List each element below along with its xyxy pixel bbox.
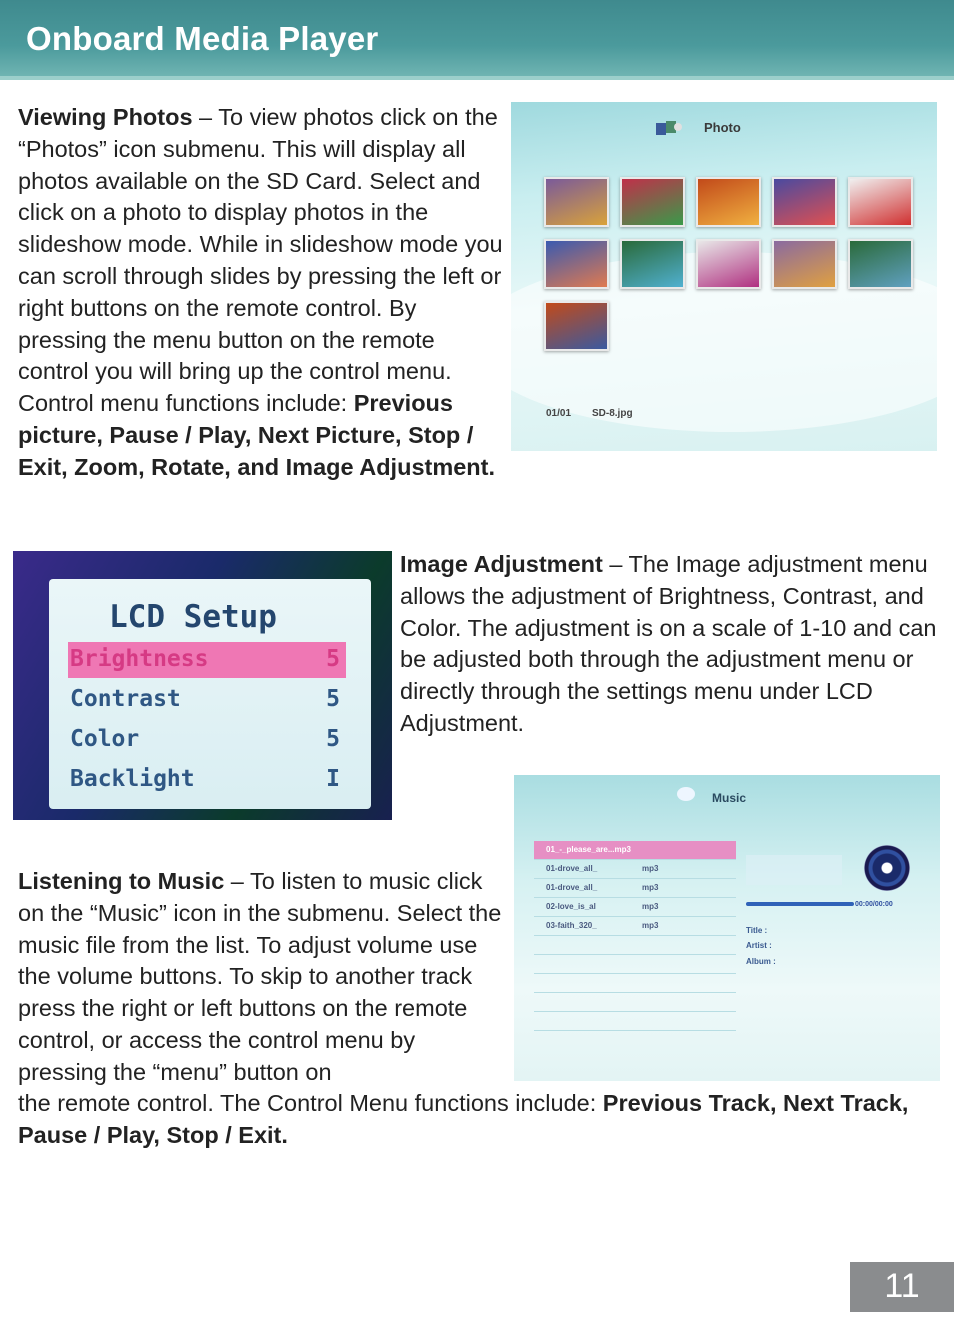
viewing-photos-paragraph [18, 102, 506, 484]
lcd-row-label: Contrast [70, 686, 181, 712]
track-list [534, 841, 736, 1031]
lcd-row-label: Color [70, 726, 140, 752]
track-item-empty [534, 936, 736, 955]
photo-icon [654, 117, 684, 137]
track-name: 01-drove_all_ [546, 864, 598, 873]
photo-thumbnail[interactable] [848, 239, 913, 289]
track-name: 03-faith_320_ [546, 921, 597, 930]
album-art-area [746, 855, 842, 885]
photo-index: 01/01 [546, 408, 572, 419]
lcd-row-backlight[interactable] [68, 762, 346, 798]
playback-progress-bar[interactable] [746, 902, 854, 906]
photo-thumbnail[interactable] [544, 177, 609, 227]
photo-filename: SD-8.jpg [592, 408, 633, 419]
title-label: Title : [746, 926, 768, 935]
track-item-empty [534, 993, 736, 1012]
photo-menu-screenshot [511, 102, 937, 451]
track-item-empty [534, 974, 736, 993]
photo-thumbnail[interactable] [772, 239, 837, 289]
lcd-row-value: I [326, 766, 340, 792]
lcd-setup-title: LCD Setup [109, 599, 277, 635]
music-menu-screenshot [514, 775, 940, 1081]
track-name: 02-love_is_al [546, 902, 596, 911]
photo-screen-title: Photo [704, 120, 741, 135]
viewing-photos-functions: Previous picture, Pause / Play, Next Picture, Stop / Exit, Zoom, Rotate, and Image Adjustment. [18, 390, 496, 480]
music-icon [677, 787, 695, 801]
page-title: Onboard Media Player [26, 20, 379, 57]
photo-thumbnail[interactable] [696, 239, 761, 289]
photo-thumbnail[interactable] [848, 177, 913, 227]
lcd-row-label: Brightness [70, 646, 209, 672]
photo-thumbnail[interactable] [544, 239, 609, 289]
track-ext: mp3 [642, 864, 659, 873]
photo-thumbnail[interactable] [696, 177, 761, 227]
lcd-row-value: 5 [326, 726, 340, 752]
page-number: 11 [884, 1267, 920, 1305]
listening-music-paragraph [18, 866, 508, 1089]
lcd-row-color[interactable] [68, 722, 346, 758]
lcd-setup-panel [49, 579, 371, 809]
track-ext: mp3 [642, 902, 659, 911]
track-ext: mp3 [642, 883, 659, 892]
lcd-row-value: 5 [326, 686, 340, 712]
lcd-row-label: Backlight [70, 766, 195, 792]
image-adjustment-paragraph [400, 549, 940, 740]
page-number-box [850, 1262, 954, 1312]
track-name: 01-drove_all_ [546, 883, 598, 892]
photo-thumbnail[interactable] [620, 177, 685, 227]
image-adjustment-heading: Image Adjustment [400, 551, 603, 577]
image-adjustment-body: – The Image adjustment menu allows the adjustment of Brightness, Contrast, and Color. The adjustment is on a scale of 1-10 and can be adjusted both through the adjustment menu or directly through the settings menu under LCD Adjustment. [400, 551, 937, 736]
listening-music-functions: Previous Track, Next Track, Pause / Play, Stop / Exit. [18, 1090, 909, 1148]
track-item-empty [534, 955, 736, 974]
photo-thumbnail[interactable] [620, 239, 685, 289]
viewing-photos-heading: Viewing Photos [18, 104, 193, 130]
artist-label: Artist : [746, 941, 772, 950]
viewing-photos-body: – To view photos click on the “Photos” icon submenu. This will display all photos available on the SD Card. Select and click on a photo to display photos in the slideshow mode. While in slideshow mode you can scroll through slides by pressing the left or right buttons on the remote control. By pressing the menu button on the remote control you will bring up the control menu. Control menu functions include: [18, 104, 503, 417]
album-label: Album : [746, 957, 776, 966]
photo-thumbnail[interactable] [772, 177, 837, 227]
track-item[interactable] [534, 917, 736, 936]
listening-music-body-a: – To listen to music click on the “Music” icon in the submenu. Select the music file from the list. To adjust volume use the volume buttons. To skip to another track press the right or left buttons on the remote control, or access the control menu by pressing the “menu” button on [18, 868, 502, 1085]
music-screen-title: Music [712, 791, 747, 805]
lcd-row-value: 5 [326, 646, 340, 672]
lcd-row-brightness[interactable] [68, 642, 346, 678]
track-ext: mp3 [642, 921, 659, 930]
track-item[interactable] [534, 860, 736, 879]
lcd-row-contrast[interactable] [68, 682, 346, 718]
listening-music-heading: Listening to Music [18, 868, 225, 894]
track-name: 01_-_please_are...mp3 [546, 845, 631, 854]
disc-icon [864, 845, 910, 891]
listening-music-body-b: the remote control. The Control Menu functions include: [18, 1090, 603, 1116]
track-item[interactable] [534, 841, 736, 860]
page-header [0, 0, 954, 80]
track-item[interactable] [534, 879, 736, 898]
playback-time: 00:00/00:00 [855, 901, 893, 908]
track-item[interactable] [534, 898, 736, 917]
lcd-setup-screenshot [13, 551, 392, 820]
listening-music-paragraph-cont [18, 1088, 918, 1152]
track-item-empty [534, 1012, 736, 1031]
photo-thumbnail[interactable] [544, 301, 609, 351]
